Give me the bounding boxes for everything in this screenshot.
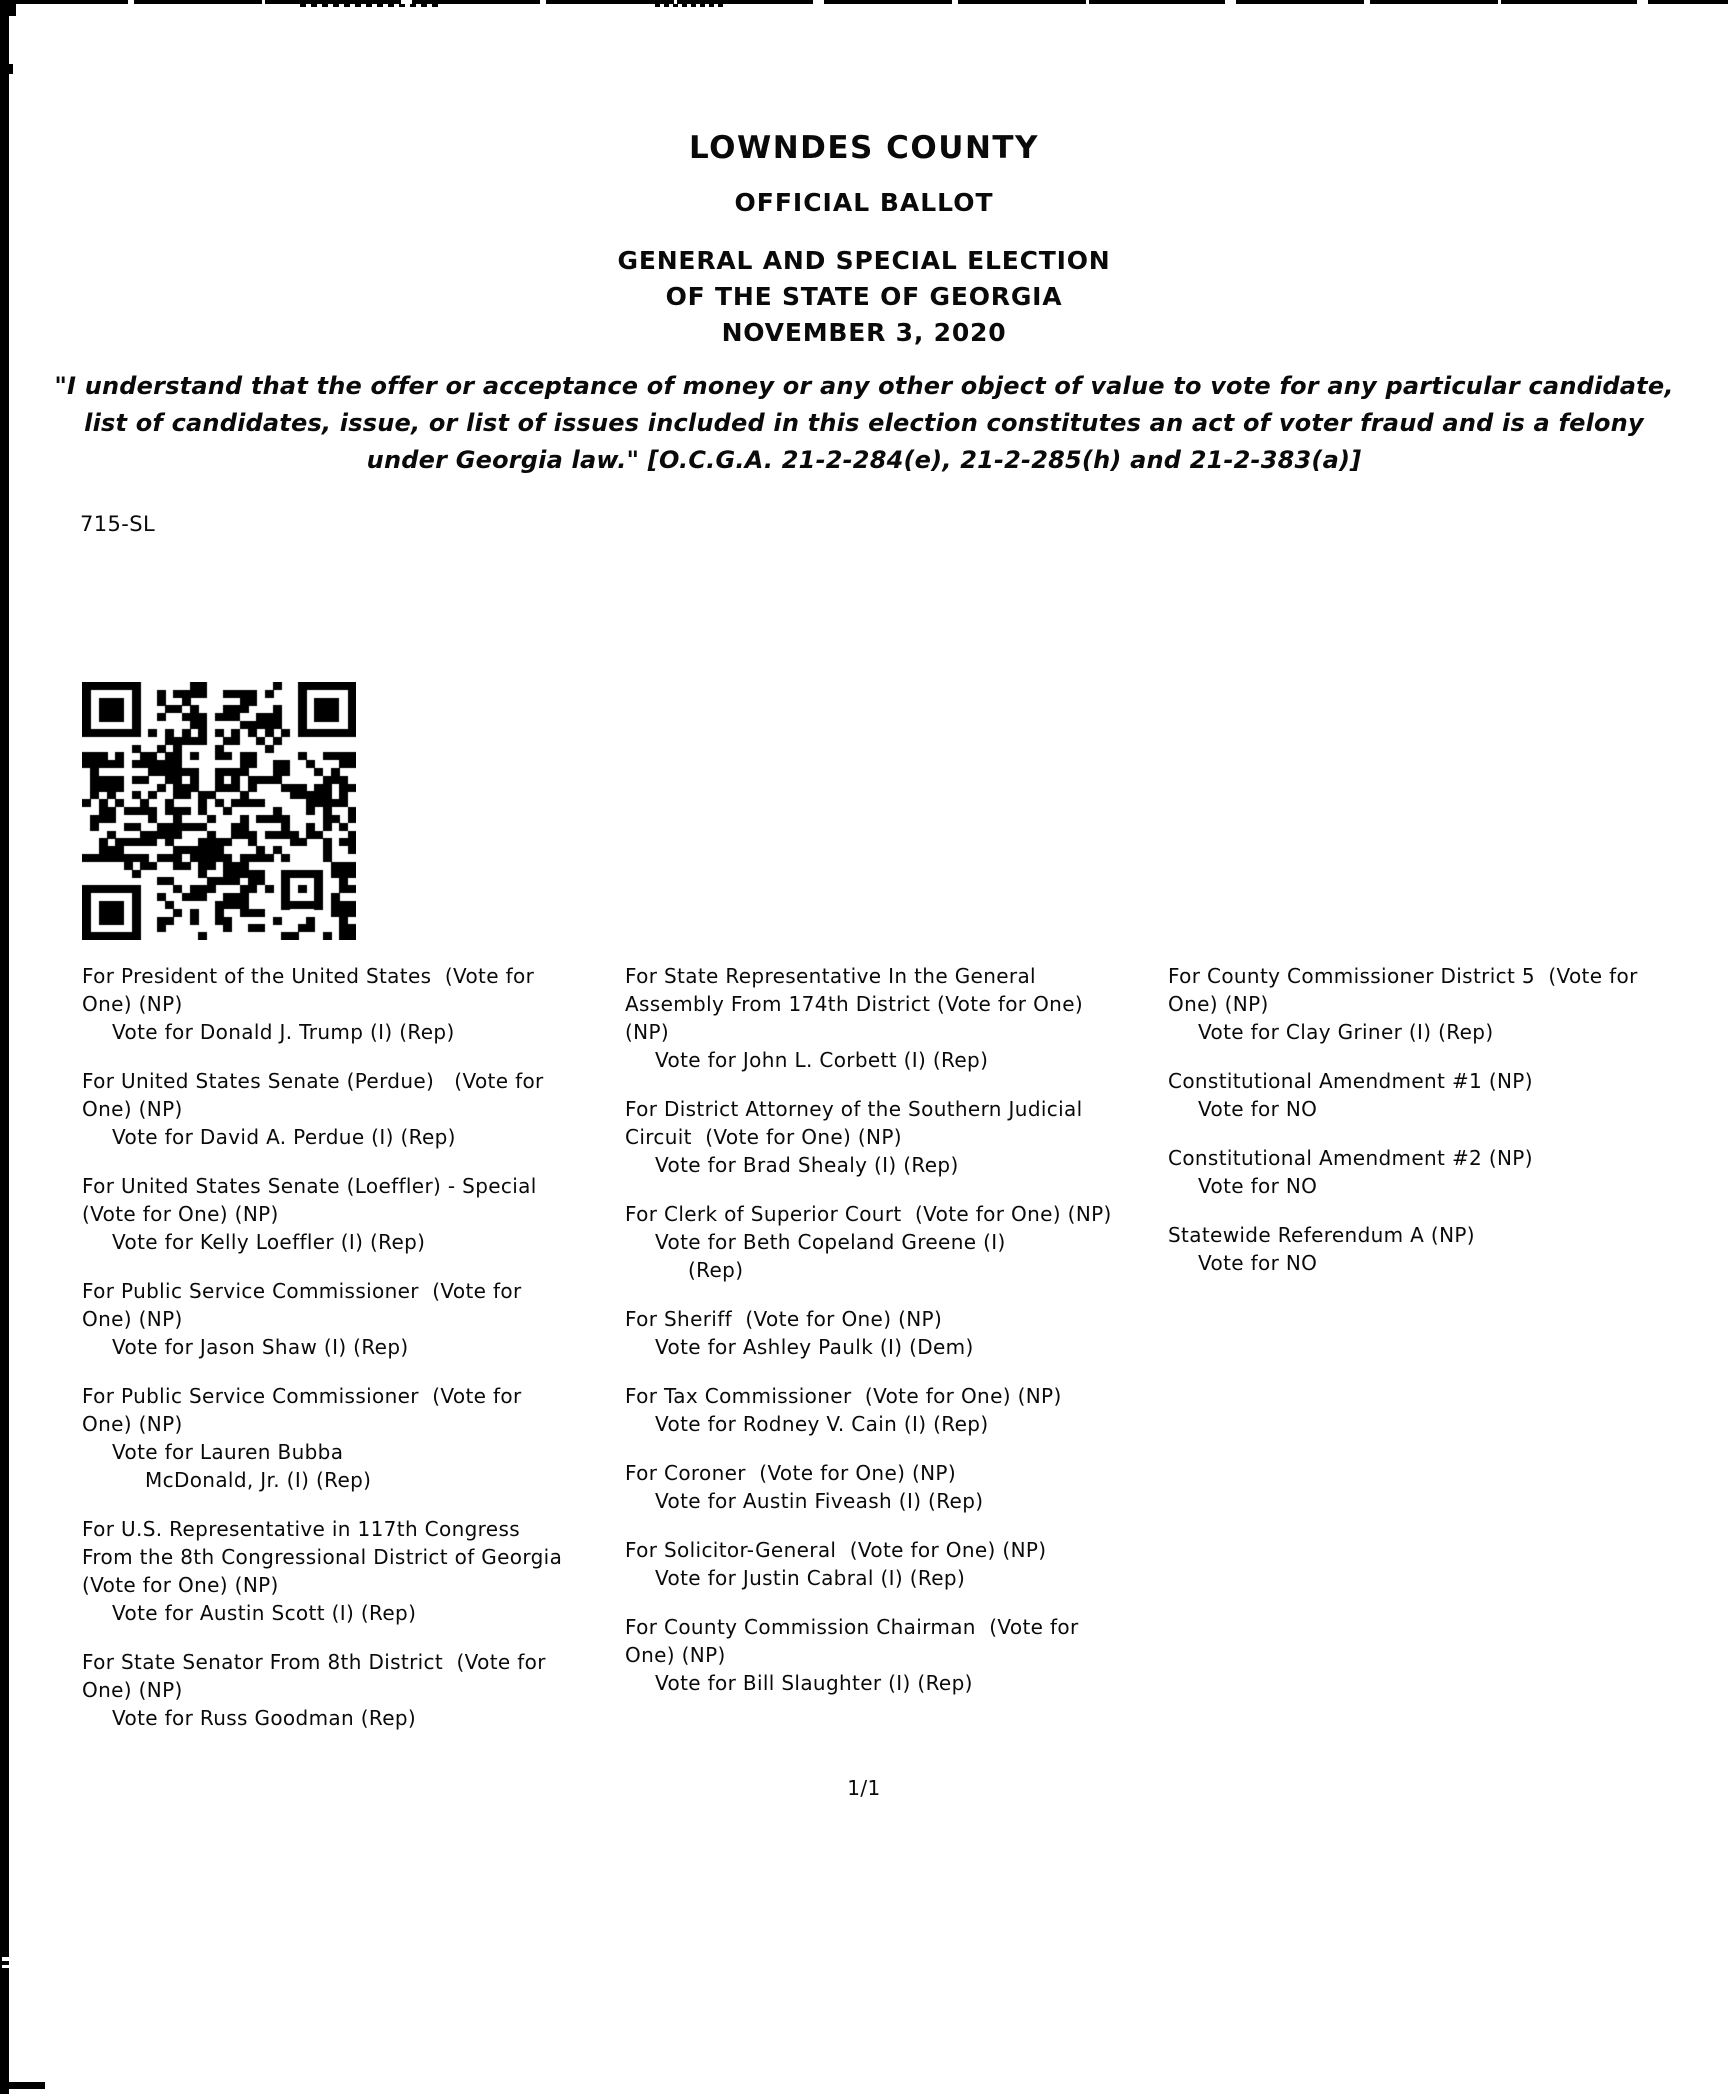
contest-block [1168, 1144, 1660, 1200]
contest-office: For Coroner (Vote for One) (NP) [625, 1461, 956, 1485]
contest-vote-line: Vote for David A. Perdue (I) (Rep) [112, 1125, 456, 1149]
contest-vote-line: Vote for Donald J. Trump (I) (Rep) [112, 1020, 455, 1044]
contest-office: For Sheriff (Vote for One) (NP) [625, 1307, 943, 1331]
contest-vote-line: Vote for Ashley Paulk (I) (Dem) [655, 1335, 974, 1359]
contest-vote-line: Vote for Justin Cabral (I) (Rep) [655, 1566, 966, 1590]
contest-block [82, 962, 574, 1046]
contest-block [625, 1305, 1117, 1361]
ballot-style-code: 715-SL [80, 512, 156, 536]
contest-vote-line: Vote for Clay Griner (I) (Rep) [1198, 1020, 1494, 1044]
page-indicator: 1/1 [847, 1776, 881, 1800]
ballot-type-title: OFFICIAL BALLOT [734, 188, 994, 217]
scan-artifact-top-dashes [655, 4, 725, 7]
contest-vote-line: Vote for Brad Shealy (I) (Rep) [655, 1153, 959, 1177]
contest-block [1168, 1067, 1660, 1123]
contest-block [625, 1095, 1117, 1179]
contest-vote-line: Vote for John L. Corbett (I) (Rep) [655, 1048, 989, 1072]
scan-artifact-top-dashes [300, 4, 440, 7]
county-title: LOWNDES COUNTY [689, 130, 1039, 166]
contest-vote-line: McDonald, Jr. (I) (Rep) [145, 1468, 372, 1492]
contest-block [625, 1613, 1117, 1697]
contest-office: For Public Service Commissioner (Vote for One) (NP) [82, 1384, 529, 1436]
contest-block [625, 1536, 1117, 1592]
scan-artifact-left-bar [2, 1957, 9, 1961]
election-title-line: GENERAL AND SPECIAL ELECTION [617, 246, 1111, 275]
contest-column [82, 962, 574, 1753]
scan-artifact-left-bar [9, 2082, 45, 2089]
contest-office: For Solicitor-General (Vote for One) (NP) [625, 1538, 1047, 1562]
contest-office: For State Senator From 8th District (Vote for One) (NP) [82, 1650, 553, 1702]
election-title [0, 243, 1728, 351]
contest-office: Constitutional Amendment #1 (NP) [1168, 1069, 1533, 1093]
contest-vote-line: Vote for Beth Copeland Greene (I) [655, 1230, 1006, 1254]
contest-vote-line: Vote for Russ Goodman (Rep) [112, 1706, 417, 1730]
contest-vote-line: Vote for Rodney V. Cain (I) (Rep) [655, 1412, 989, 1436]
contest-office: For County Commission Chairman (Vote for One) (NP) [625, 1615, 1086, 1667]
contest-vote-line: Vote for NO [1198, 1174, 1318, 1198]
contest-vote-line: Vote for NO [1198, 1097, 1318, 1121]
contest-vote-line: Vote for Bill Slaughter (I) (Rep) [655, 1671, 973, 1695]
contest-office: For President of the United States (Vote for One) (NP) [82, 964, 541, 1016]
scan-artifact-left-bar [9, 0, 16, 16]
contest-block [1168, 962, 1660, 1046]
scan-artifact-top-edge [0, 0, 1728, 4]
contest-office: Statewide Referendum A (NP) [1168, 1223, 1475, 1247]
contest-vote-line: Vote for Kelly Loeffler (I) (Rep) [112, 1230, 426, 1254]
contest-vote-line: Vote for Jason Shaw (I) (Rep) [112, 1335, 409, 1359]
contest-vote-line: Vote for Austin Scott (I) (Rep) [112, 1601, 417, 1625]
contest-office: For United States Senate (Perdue) (Vote for One) (NP) [82, 1069, 551, 1121]
contest-office: Constitutional Amendment #2 (NP) [1168, 1146, 1533, 1170]
contest-block [82, 1067, 574, 1151]
contest-column [625, 962, 1117, 1718]
contest-block [625, 962, 1117, 1074]
scan-artifact-left-bar [2, 1965, 9, 1968]
contest-vote-line: Vote for Lauren Bubba [112, 1440, 344, 1464]
contest-block [82, 1648, 574, 1732]
contest-block [625, 1382, 1117, 1438]
contest-office: For United States Senate (Loeffler) - Special (Vote for One) (NP) [82, 1174, 551, 1226]
contest-vote-line: Vote for Austin Fiveash (I) (Rep) [655, 1489, 984, 1513]
contest-block [82, 1382, 574, 1494]
contest-block [82, 1277, 574, 1361]
qr-code [82, 682, 356, 940]
contest-office: For District Attorney of the Southern Judicial Circuit (Vote for One) (NP) [625, 1097, 1090, 1149]
contest-block [625, 1459, 1117, 1515]
scan-artifact-left-bar [9, 64, 13, 74]
contest-office: For State Representative In the General Assembly From 174th District (Vote for One) (NP) [625, 964, 1090, 1044]
contest-vote-line: (Rep) [688, 1258, 744, 1282]
contest-office: For Public Service Commissioner (Vote for One) (NP) [82, 1279, 529, 1331]
contest-vote-line: Vote for NO [1198, 1251, 1318, 1275]
contest-office: For U.S. Representative in 117th Congress From the 8th Congressional District of Georgia (Vote for One) (NP) [82, 1517, 569, 1597]
contest-office: For County Commissioner District 5 (Vote for One) (NP) [1168, 964, 1645, 1016]
contest-block [82, 1515, 574, 1627]
voter-fraud-notice: "I understand that the offer or acceptance of money or any other object of value to vote for any particular candidate, list of candidates, issue, or list of issues included in this election constitutes an act of voter fraud and is a felony under Georgia law." [O.C.G.A. 21-2-284(e), 21-2-285(h) and 21-2-383(a)] [54, 372, 1674, 474]
contest-block [625, 1200, 1117, 1284]
contest-block [1168, 1221, 1660, 1277]
contest-column [1168, 962, 1660, 1298]
election-title-line: OF THE STATE OF GEORGIA [665, 282, 1063, 311]
contest-block [82, 1172, 574, 1256]
contest-office: For Tax Commissioner (Vote for One) (NP) [625, 1384, 1062, 1408]
contest-office: For Clerk of Superior Court (Vote for One) (NP) [625, 1202, 1112, 1226]
election-title-line: NOVEMBER 3, 2020 [721, 318, 1007, 347]
